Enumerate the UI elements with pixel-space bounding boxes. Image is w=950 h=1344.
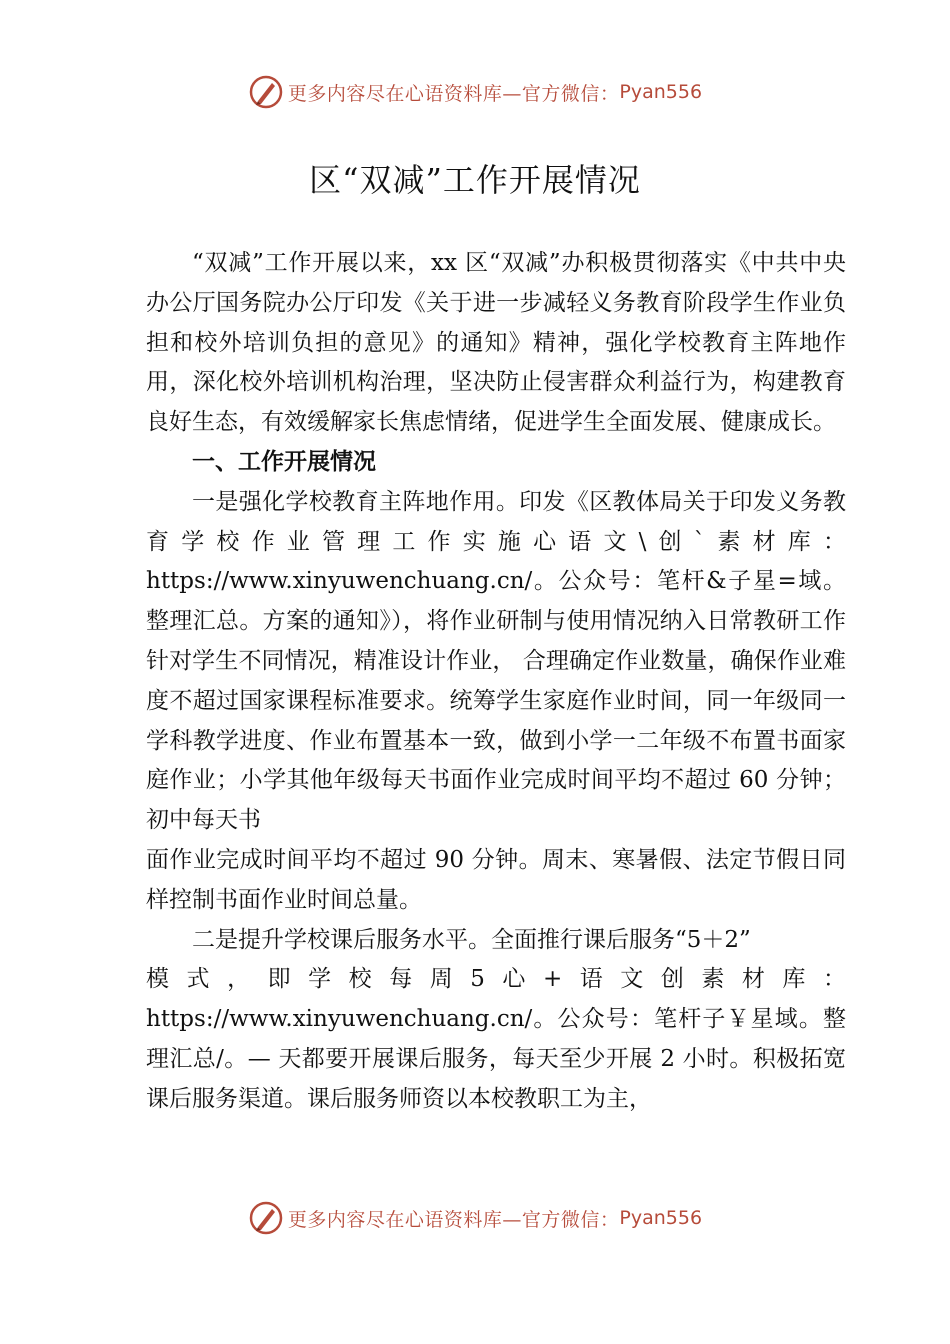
spread-char: 模 <box>146 966 169 993</box>
intro-paragraph: “双减”工作开展以来，xx 区“双减”办积极贯彻落实《中共中央办公厅国务院办公厅印发《关于进一步减轻义务教育阶段学生作业负担和校外培训负担的意见》的通知》精神，强化学校教育主阵地作用，深化校外培训机构治理，坚决防止侵害群众利益行为，构建教育良好生态，有效缓解家长焦虑情绪，促进学生全面发展、健康成长。 <box>146 250 846 436</box>
banner-text: 更多内容尽在心语资料库—官方微信： <box>287 82 620 105</box>
spread-char: 即 <box>267 966 291 993</box>
spread-char: 库 <box>782 966 806 993</box>
spread-char: 式 <box>186 966 210 993</box>
paragraph-2-spread-line <box>146 960 846 1000</box>
spread-char: 语 <box>579 966 603 993</box>
paragraph-1-continued: 面作业完成时间平均不超过 90 分钟。周末、寒暑假、法定节假日同样控制书面作业时间总量。 <box>146 846 846 913</box>
spread-char: 文 <box>620 966 644 993</box>
spread-char: 周 <box>429 966 453 993</box>
paragraph-1: 一是强化学校教育主阵地作用。印发《区教体局关于印发义务教育学校作业管理工作实施心语文\创`素材库：https://www.xinyuwenchuang.cn/。公众号：笔杆&子星=域。整理汇总。方案的通知》），将作业研制与使用情况纳入日常教研工作针对学生不同情况，精准设计作业， 合理确定作业数量，确保作业难度不超过国家课程标准要求。统筹学生家庭作业时间，同一年级同一学科教学进度、作业布置基本一致，做到小学一二年级不布置书面家庭作业；小学其他年级每天书面作业完成时间平均不超过 60 分钟；初中每天书 <box>146 488 846 834</box>
spread-char: 素 <box>701 966 725 993</box>
paragraph-2-start: 二是提升学校课后服务水平。全面推行课后服务“5＋2” <box>192 926 751 953</box>
spread-char: 材 <box>741 966 765 993</box>
document-title: 区“双减”工作开展情况 <box>309 161 641 199</box>
spread-char: 心 <box>502 966 526 993</box>
banner-wechat-id: Pyan556 <box>619 81 703 103</box>
header-banner <box>0 72 950 112</box>
spread-char: + <box>542 966 563 993</box>
banner-wechat-id: Pyan556 <box>619 1207 703 1229</box>
paragraph-2-rest: https://www.xinyuwenchuang.cn/。公众号：笔杆子￥星域。整理汇总/。— 天都要开展课后服务，每天至少开展 2 小时。积极拓宽课后服务渠道。课后服务师资以本校教职工为主， <box>146 1006 846 1112</box>
spread-char: 5 <box>470 966 485 993</box>
banner-text: 更多内容尽在心语资料库—官方微信： <box>287 1208 620 1231</box>
spread-char: ： <box>822 966 846 993</box>
spread-char: 校 <box>348 966 372 993</box>
document-body <box>146 244 846 1120</box>
spread-char: 学 <box>308 966 332 993</box>
footer-banner <box>0 1198 950 1238</box>
paragraph-2 <box>146 921 846 1120</box>
pen-logo-icon <box>248 74 284 110</box>
spread-char: ， <box>227 966 251 993</box>
section-heading: 一、工作开展情况 <box>192 448 376 475</box>
spread-char: 创 <box>660 966 684 993</box>
spread-char: 每 <box>389 966 413 993</box>
pen-logo-icon <box>248 1200 284 1236</box>
